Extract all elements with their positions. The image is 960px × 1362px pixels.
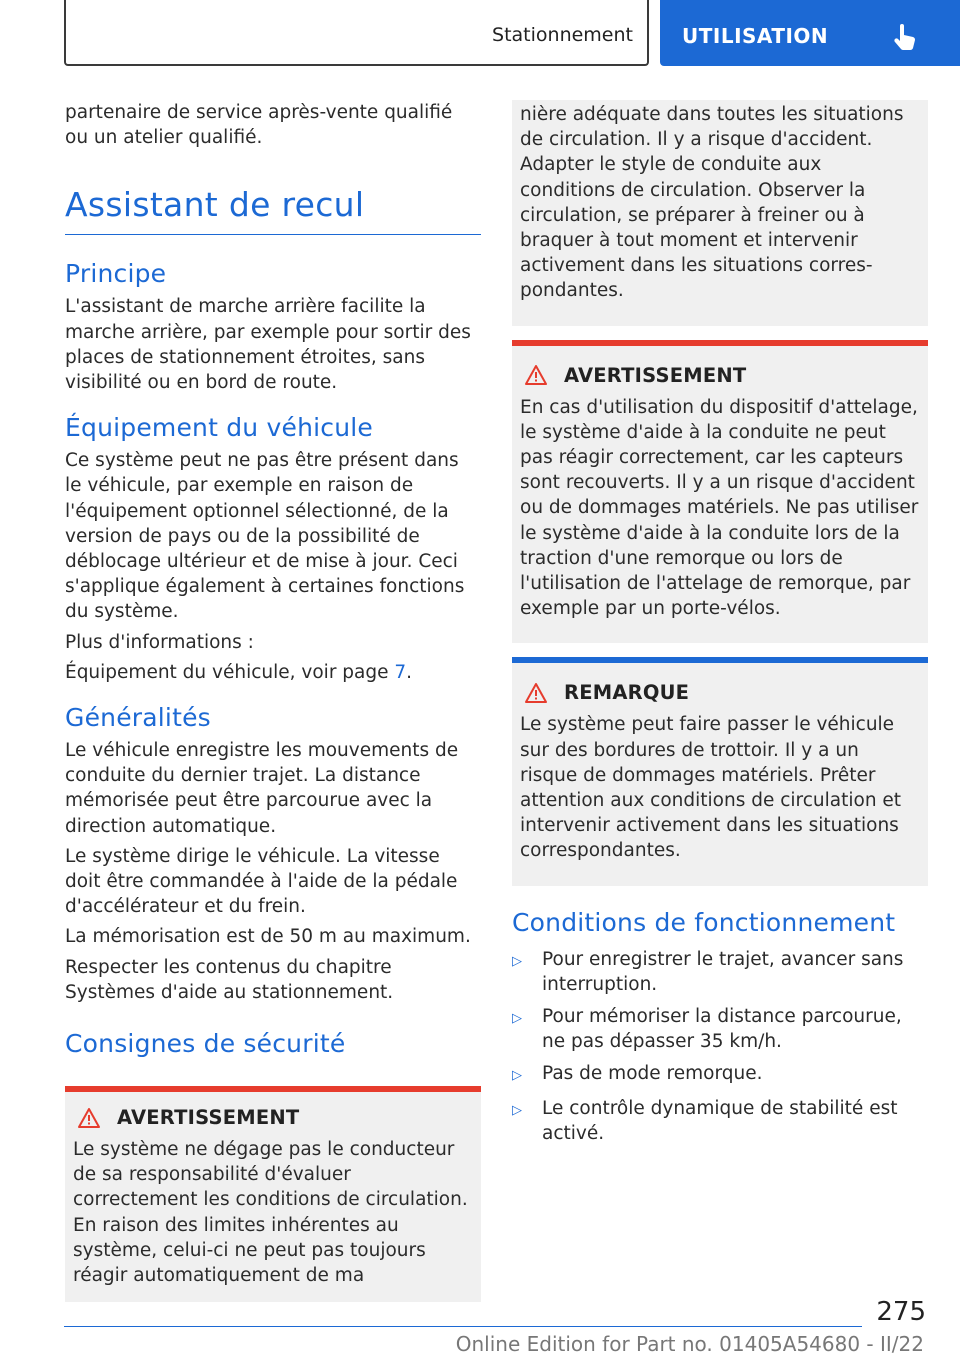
- generalites-p4: Respecter les contenus du chapitre Systèmes d'aide au stationnement.: [65, 956, 394, 1003]
- page-title: Assistant de recul: [65, 155, 481, 235]
- warning-title-2: AVERTISSEMENT: [564, 363, 747, 387]
- warning-triangle-icon: [524, 364, 548, 386]
- warning-box-continued: [512, 100, 928, 326]
- note-box: [512, 657, 928, 885]
- page-link[interactable]: 7: [394, 661, 407, 683]
- list-item: ▷ Pour enregistrer le trajet, avancer sans interruption.: [512, 947, 928, 997]
- plus-info-text: Plus d'informations :: [65, 631, 254, 653]
- triangle-bullet-icon: ▷: [512, 1011, 522, 1027]
- warning-triangle-icon: [77, 1107, 101, 1129]
- warning-title-row-2: [520, 364, 920, 387]
- page-number: 275: [876, 1297, 926, 1327]
- triangle-bullet-icon: ▷: [512, 1068, 522, 1084]
- list-item: ▷ Le contrôle dynamique de stabilité est activé.: [512, 1096, 928, 1146]
- triangle-bullet-icon: ▷: [512, 1102, 522, 1118]
- header-chapter-tab[interactable]: [660, 0, 960, 66]
- heading-consignes: Consignes de sécurité: [65, 1029, 346, 1059]
- warning-box: [65, 1086, 481, 1302]
- note-title-row: [520, 681, 920, 704]
- warning-text-continued: nière adéquate dans toutes les situations de circulation. Il y a risque d'accident. Adapter le style de conduite aux conditions de circulation. Observer la circulation, se préparer à freiner ou à braquer à tout moment et intervenir activement dans les situations correspondantes.: [520, 104, 904, 302]
- warning-text: Le système ne dégage pas le conducteur de sa responsabilité d'évaluer correctement les conditions de circulation. En raison des limites inhérentes au système, celui-ci ne peut pas toujours réagir automatiquement de ma: [73, 1139, 468, 1287]
- list-item: ▷ Pour mémoriser la distance parcourue, ne pas dépasser 35 km/h.: [512, 1004, 928, 1054]
- warning-title-row: [73, 1106, 473, 1129]
- left-column: [65, 100, 481, 1302]
- warning-title: AVERTISSEMENT: [117, 1106, 300, 1130]
- intro-text: partenaire de service après-vente qualifié ou un atelier qualifié.: [65, 102, 453, 149]
- warning-text-2: En cas d'utilisation du dispositif d'attelage, le système d'aide à la conduite ne peut pas réagir correctement, car les capteurs sont recouverts. Il y a un risque d'accident ou de dommages matériels. Ne pas utiliser le système d'aide à la conduite lors de la traction d'une remorque ou lors de l'utilisation de l'attelage de remorque, par exemple par un porte-vélos.: [520, 396, 919, 620]
- equipement-text: Ce système peut ne pas être présent dans le véhicule, par exemple en raison de l'équipement optionnel sélectionné, de la version de pays ou de la possibilité de déblocage ultérieur et de mise à jour. Ceci s'applique également à certaines fonctions du système.: [65, 450, 465, 623]
- conditions-list: [512, 947, 928, 1146]
- generalites-p2: Le système dirige le véhicule. La vitesse doit être commandée à l'aide de la pédale d'accélérateur et du frein.: [65, 845, 458, 918]
- heading-generalites: Généralités: [65, 703, 211, 733]
- heading-principe: Principe: [65, 259, 167, 289]
- heading-conditions: Conditions de fonctionnement: [512, 907, 896, 937]
- pointing-hand-icon: [892, 24, 918, 52]
- edition-text: Online Edition for Part no. 01405A54680 - II/22: [455, 1332, 924, 1356]
- note-title: REMARQUE: [564, 681, 690, 705]
- warning-box-2: [512, 340, 928, 644]
- reference-text: Équipement du véhicule, voir page: [65, 661, 395, 683]
- warning-triangle-icon: [524, 682, 548, 704]
- chapter-title: UTILISATION: [682, 24, 829, 48]
- generalites-p1: Le véhicule enregistre les mouvements de conduite du dernier trajet. La distance mémorisée peut être parcourue avec la direction automatique.: [65, 740, 459, 837]
- right-column: [512, 100, 928, 1153]
- section-title: Stationnement: [492, 24, 633, 46]
- heading-equipement: Équipement du véhicule: [65, 413, 373, 443]
- note-text: Le système peut faire passer le véhicule sur des bordures de trottoir. Il y a un risque de dommages matériels. Prêter attention aux conditions de circulation et intervenir activement dans les situations correspondantes.: [520, 714, 902, 862]
- header-section-box: [64, 0, 649, 66]
- list-item: ▷ Pas de mode remorque.: [512, 1061, 928, 1088]
- page-reference: [65, 660, 481, 685]
- triangle-bullet-icon: ▷: [512, 953, 522, 969]
- principe-text: L'assistant de marche arrière facilite la marche arrière, par exemple pour sortir des places de stationnement étroites, sans visibilité ou en bord de route.: [65, 296, 471, 394]
- reference-end: .: [406, 661, 413, 683]
- generalites-p3: La mémorisation est de 50 m au maximum.: [65, 926, 471, 948]
- footer-divider: [64, 1326, 862, 1327]
